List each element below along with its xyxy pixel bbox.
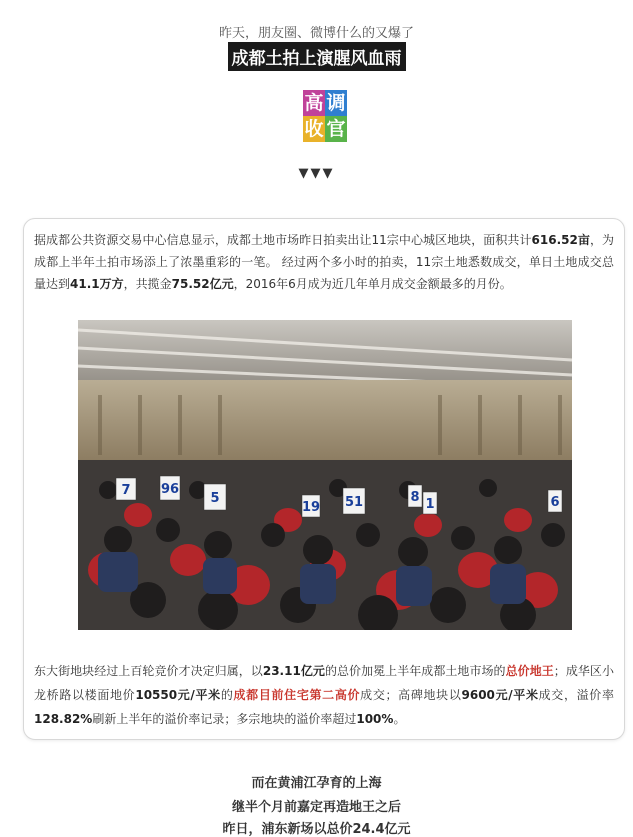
headline: 成都土拍上演腥风血雨	[228, 42, 406, 71]
paddle-number: 7	[121, 483, 131, 498]
headline-wrap	[0, 42, 633, 71]
highlight-text: 总价地王	[505, 664, 554, 678]
auction-hall-image	[78, 320, 572, 630]
text: 刷新上半年的溢价率记录；多宗地块的溢价率超过	[92, 712, 357, 726]
price-value: 9600元/平米	[461, 688, 539, 702]
paddle-number: 96	[160, 482, 180, 497]
text: 成交；高碑地块以	[360, 688, 462, 702]
text: 成交，溢价率	[538, 688, 614, 702]
text: ，共揽金	[123, 277, 172, 291]
brand-logo	[303, 90, 347, 142]
text: ，2016年6月成为近几年单月成交金额最多的月份。	[233, 277, 512, 291]
paddle-number: 51	[344, 495, 364, 510]
paddle-number: 1	[425, 497, 435, 512]
rate-value: 128.82%	[34, 712, 93, 726]
text: ，为成都上半年土拍市场添上了浓墨重彩的一笔。 经过两个多小时的拍卖，11宗土地悉数成交，单日土地成交总量达到	[34, 233, 614, 291]
highlight-text: 成都目前住宅第二高价	[233, 688, 361, 702]
price-value: 23.11亿元	[262, 664, 325, 678]
price-value: 10550元/平米	[135, 688, 221, 702]
logo-char: 官	[325, 116, 347, 142]
text: 东大街地块经过上百轮竞价才决定归属，以	[34, 664, 263, 678]
logo-char: 高	[303, 90, 325, 116]
logo-char: 调	[325, 90, 347, 116]
paddle-number: 5	[210, 491, 220, 506]
article-paragraph-1	[34, 229, 614, 295]
auction-photo	[78, 320, 572, 630]
money-value: 75.52亿元	[171, 277, 234, 291]
text: ；成华区小龙桥路以楼面地价	[34, 664, 614, 702]
paddle-number: 19	[301, 500, 321, 515]
paddle-number: 6	[550, 495, 560, 510]
article-card	[23, 218, 625, 740]
down-arrows-icon: ▼▼▼	[298, 166, 335, 181]
text: 据成都公共资源交易中心信息显示，成都土地市场昨日拍卖出让11宗中心城区地块，面积共计	[34, 233, 532, 247]
text: 的	[220, 688, 234, 702]
area-value: 616.52亩	[531, 233, 590, 247]
logo-char: 收	[303, 116, 325, 142]
percent-value: 100%	[356, 712, 394, 726]
text: 。	[393, 712, 406, 726]
paddle-number: 8	[410, 490, 420, 505]
footer-line-1: 而在黄浦江孕育的上海	[251, 776, 382, 791]
footer-line-3: 昨日，浦东新场以总价24.4亿元	[222, 822, 411, 837]
subtitle: 昨天，朋友圈、微博什么的又爆了	[218, 26, 414, 41]
total-value: 41.1万方	[70, 277, 124, 291]
text: 的总价加冕上半年成都土地市场的	[324, 664, 506, 678]
article-paragraph-2	[34, 659, 614, 731]
footer-line-2: 继半个月前嘉定再造地王之后	[231, 800, 401, 815]
